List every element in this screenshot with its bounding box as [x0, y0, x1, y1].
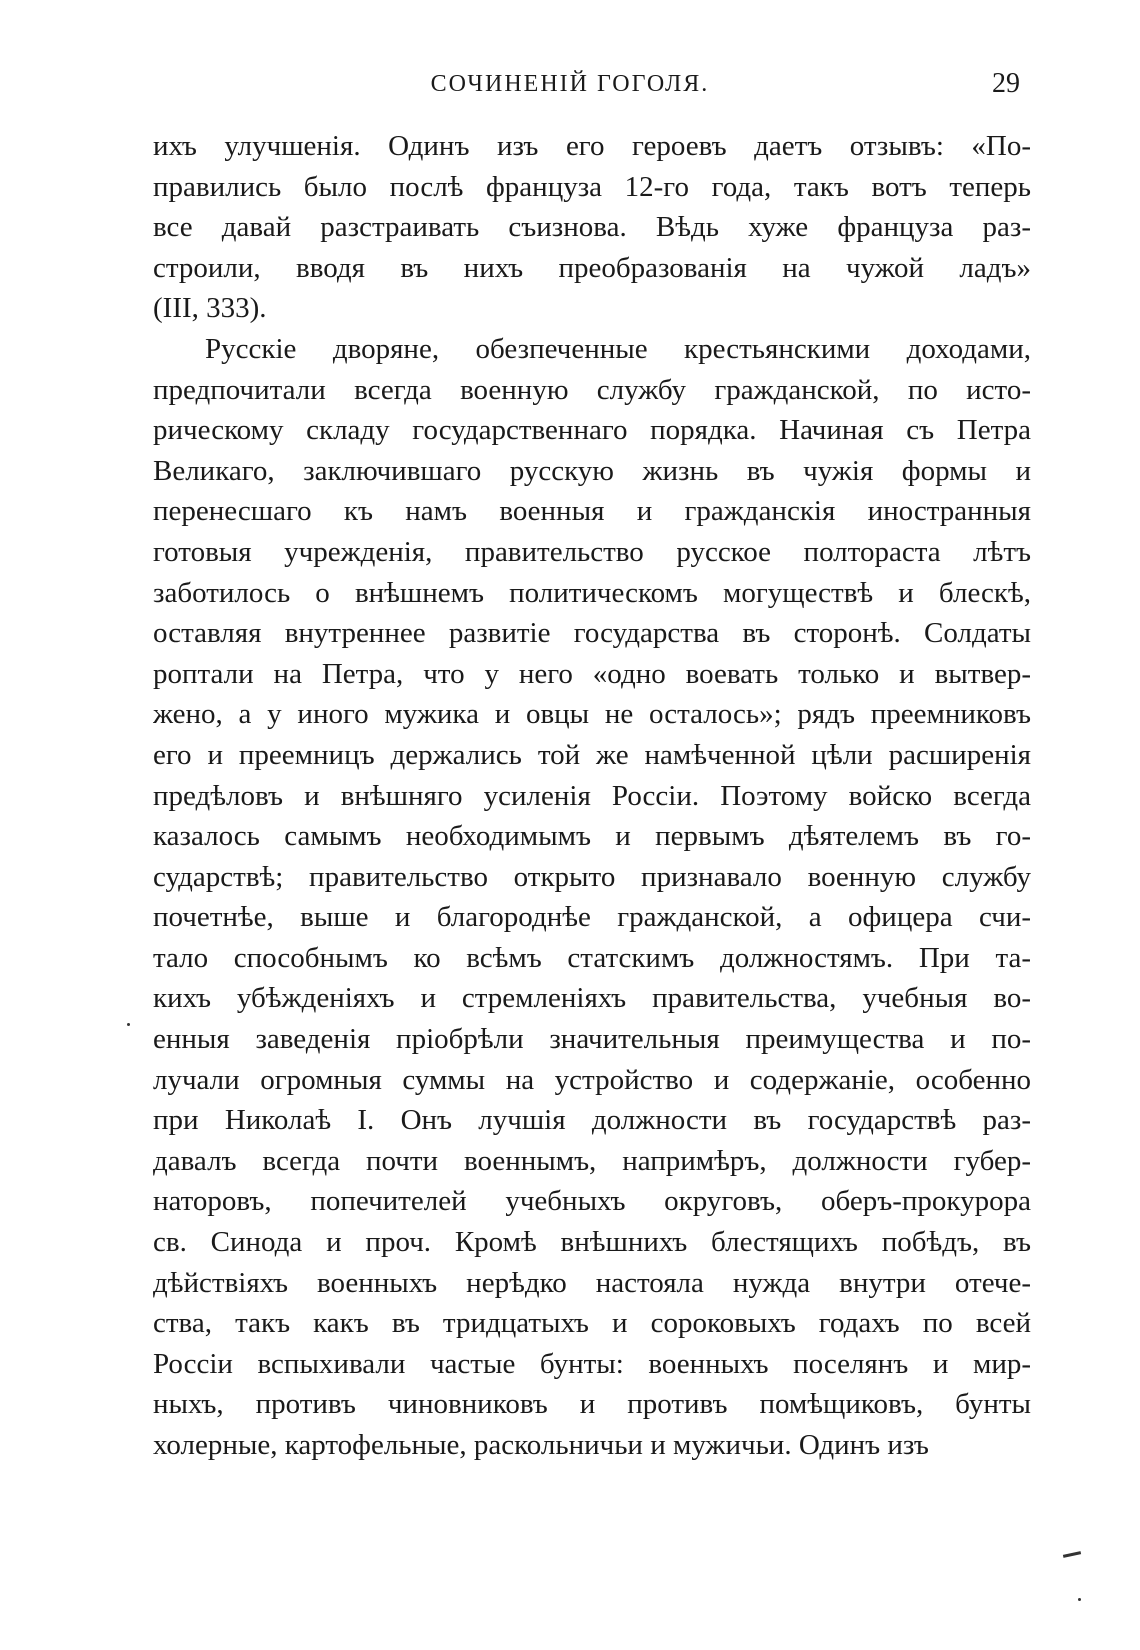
- paragraph: [153, 329, 1031, 1466]
- print-speck: [127, 1023, 130, 1026]
- text-line: св. Синода и проч. Кромѣ внѣшнихъ блестящихъ побѣдъ, въ: [153, 1226, 1031, 1259]
- text-line: оставляя внутреннее развитіе государства въ сторонѣ. Солдаты: [153, 617, 1031, 650]
- text-line: холерные, картофельные, раскольничьи и мужичьи. Одинъ изъ: [153, 1429, 929, 1461]
- text-line: Россіи вспыхивали частые бунты: военныхъ поселянъ и мир-: [153, 1347, 1031, 1380]
- text-line: при Николаѣ I. Онъ лучшія должности въ государствѣ раз-: [153, 1104, 1031, 1137]
- text-line: его и преемницъ держались той же намѣченной цѣли расширенія: [153, 738, 1031, 771]
- text-line: наторовъ, попечителей учебныхъ округовъ, оберъ-прокурора: [153, 1185, 1031, 1218]
- text-line: перенесшаго къ намъ военныя и гражданскія иностранныя: [153, 495, 1031, 528]
- text-line: все давай разстраивать съизнова. Вѣдь хуже француза раз-: [153, 211, 1031, 244]
- text-line: дѣйствіяхъ военныхъ нерѣдко настояла нужда внутри отече-: [153, 1266, 1031, 1299]
- text-line: готовыя учрежденія, правительство русское полтораста лѣтъ: [153, 535, 1031, 568]
- text-line: казалось самымъ необходимымъ и первымъ дѣятелемъ въ го-: [153, 820, 1031, 853]
- text-line: заботилось о внѣшнемъ политическомъ могуществѣ и блескѣ,: [153, 576, 1031, 609]
- text-line: роптали на Петра, что у него «одно воевать только и вытвер-: [153, 657, 1031, 690]
- text-line: сударствѣ; правительство открыто признавало военную службу: [153, 860, 1031, 893]
- print-speck: [1078, 1598, 1081, 1601]
- text-line: жено, а у иного мужика и овцы не осталось»; рядъ преемниковъ: [153, 698, 1031, 731]
- text-line: ства, такъ какъ въ тридцатыхъ и сороковыхъ годахъ по всей: [153, 1307, 1031, 1340]
- margin-mark: [1063, 1551, 1081, 1558]
- page-number: 29: [992, 68, 1020, 99]
- text-line: строили, вводя въ нихъ преобразованія на чужой ладъ»: [153, 251, 1031, 284]
- text-line: лучали огромныя суммы на устройство и содержаніе, особенно: [153, 1063, 1031, 1096]
- text-line: ныхъ, противъ чиновниковъ и противъ помѣщиковъ, бунты: [153, 1388, 1031, 1421]
- text-line: правились было послѣ француза 12-го года, такъ вотъ теперь: [153, 170, 1031, 203]
- text-line: предпочитали всегда военную службу гражданской, по исто-: [153, 373, 1031, 406]
- text-line: ихъ улучшенія. Одинъ изъ его героевъ даетъ отзывъ: «По-: [153, 130, 1031, 162]
- text-line: кихъ убѣжденіяхъ и стремленіяхъ правительства, учебныя во-: [153, 982, 1031, 1015]
- text-line: енныя заведенія пріобрѣли значительныя преимущества и по-: [153, 1023, 1031, 1056]
- paragraph: [153, 126, 1031, 329]
- text-line: давалъ всегда почти военнымъ, напримѣръ, должности губер-: [153, 1144, 1031, 1177]
- running-head: [0, 66, 1140, 102]
- text-line: предѣловъ и внѣшняго усиленія Россіи. Поэтому войско всегда: [153, 779, 1031, 812]
- body-text: [153, 126, 1031, 1466]
- text-line: рическому складу государственнаго порядка. Начиная съ Петра: [153, 414, 1031, 447]
- text-line: (III, 333).: [153, 292, 267, 325]
- text-line: Великаго, заключившаго русскую жизнь въ чужія формы и: [153, 454, 1031, 487]
- text-line: тало способнымъ ко всѣмъ статскимъ должностямъ. При та-: [153, 941, 1031, 974]
- running-title: СОЧИНЕНІЙ ГОГОЛЯ.: [430, 71, 710, 97]
- text-line: почетнѣе, выше и благороднѣе гражданской, а офицера счи-: [153, 901, 1031, 934]
- text-line: Русскіе дворяне, обезпеченные крестьянскими доходами,: [205, 332, 1031, 365]
